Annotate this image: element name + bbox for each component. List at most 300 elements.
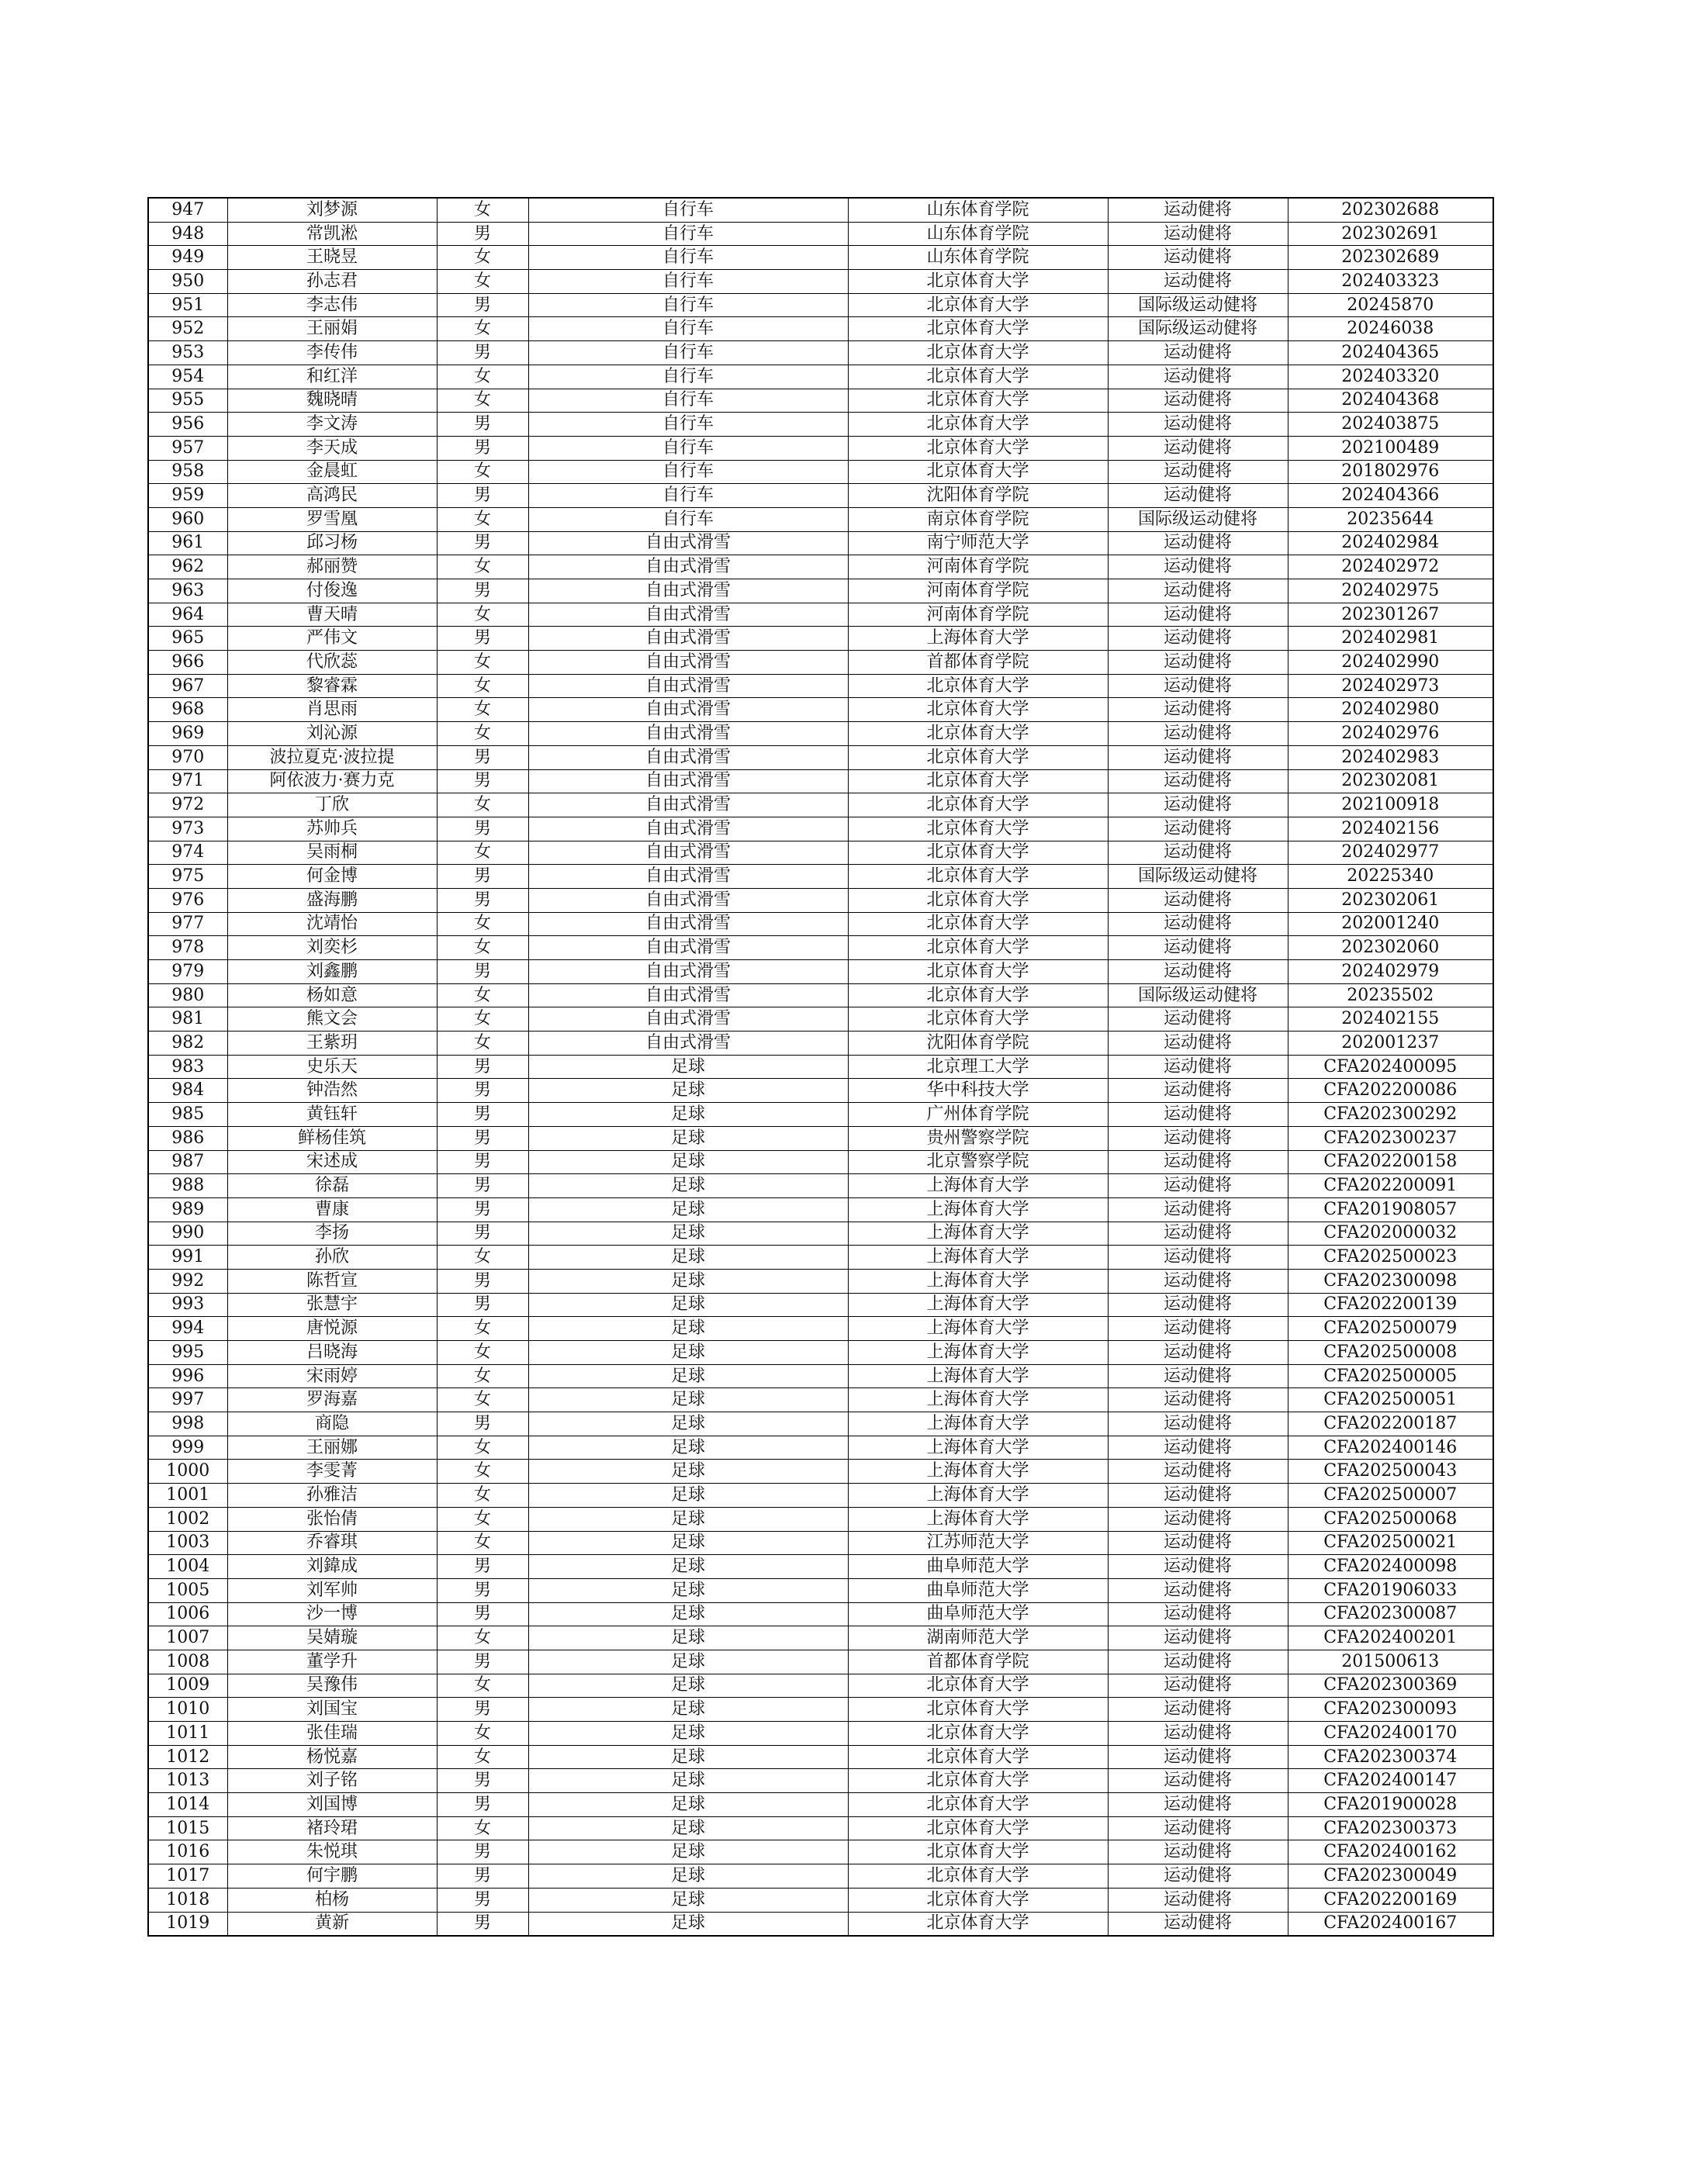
table-row (148, 1150, 1493, 1174)
athlete-name-cell: 曹康 (227, 1197, 437, 1222)
sport-cell: 足球 (528, 1722, 848, 1746)
gender-cell: 男 (437, 888, 528, 912)
institution-cell: 北京体育大学 (848, 1698, 1108, 1722)
row-number-cell: 985 (148, 1103, 227, 1127)
athlete-name-cell: 刘鍏成 (227, 1555, 437, 1579)
sport-cell: 足球 (528, 1103, 848, 1127)
athlete-name-cell: 董学升 (227, 1650, 437, 1674)
table-row (148, 1769, 1493, 1793)
table-row (148, 1460, 1493, 1484)
table-row (148, 745, 1493, 769)
row-number-cell: 987 (148, 1150, 227, 1174)
certificate-number-cell: 202403875 (1288, 413, 1493, 437)
institution-cell: 北京体育大学 (848, 793, 1108, 817)
sport-cell: 自由式滑雪 (528, 841, 848, 865)
certificate-number-cell: 202100918 (1288, 793, 1493, 817)
sport-cell: 自由式滑雪 (528, 983, 848, 1007)
row-number-cell: 948 (148, 222, 227, 246)
institution-cell: 北京体育大学 (848, 936, 1108, 960)
institution-cell: 北京体育大学 (848, 270, 1108, 294)
gender-cell: 女 (437, 1032, 528, 1056)
sport-cell: 足球 (528, 1912, 848, 1936)
table-row (148, 270, 1493, 294)
sport-cell: 自由式滑雪 (528, 722, 848, 746)
athlete-name-cell: 吕晓海 (227, 1341, 437, 1365)
athlete-level-cell: 运动健将 (1108, 1484, 1288, 1508)
row-number-cell: 995 (148, 1341, 227, 1365)
row-number-cell: 1013 (148, 1769, 227, 1793)
table-row (148, 1317, 1493, 1341)
sport-cell: 足球 (528, 1484, 848, 1508)
table-row (148, 1840, 1493, 1864)
sport-cell: 足球 (528, 1507, 848, 1531)
athlete-level-cell: 运动健将 (1108, 555, 1288, 579)
sport-cell: 足球 (528, 1150, 848, 1174)
sport-cell: 足球 (528, 1674, 848, 1698)
athlete-name-cell: 刘国宝 (227, 1698, 437, 1722)
row-number-cell: 1006 (148, 1602, 227, 1626)
certificate-number-cell: CFA202500051 (1288, 1388, 1493, 1412)
gender-cell: 男 (437, 1126, 528, 1150)
institution-cell: 贵州警察学院 (848, 1126, 1108, 1150)
table-row (148, 1745, 1493, 1769)
sport-cell: 足球 (528, 1698, 848, 1722)
institution-cell: 北京警察学院 (848, 1150, 1108, 1174)
certificate-number-cell: 202402983 (1288, 745, 1493, 769)
athlete-name-cell: 曹天晴 (227, 603, 437, 627)
athlete-name-cell: 商隐 (227, 1412, 437, 1436)
gender-cell: 女 (437, 1484, 528, 1508)
gender-cell: 男 (437, 531, 528, 555)
row-number-cell: 1005 (148, 1578, 227, 1602)
certificate-number-cell: CFA201906033 (1288, 1578, 1493, 1602)
athlete-name-cell: 李传伟 (227, 341, 437, 365)
sport-cell: 自行车 (528, 222, 848, 246)
row-number-cell: 1015 (148, 1816, 227, 1840)
table-row (148, 460, 1493, 484)
athlete-level-cell: 运动健将 (1108, 579, 1288, 603)
row-number-cell: 1000 (148, 1460, 227, 1484)
table-row (148, 651, 1493, 675)
table-row (148, 1079, 1493, 1103)
institution-cell: 上海体育大学 (848, 1364, 1108, 1388)
athlete-level-cell: 运动健将 (1108, 413, 1288, 437)
table-row (148, 1269, 1493, 1293)
sport-cell: 自由式滑雪 (528, 603, 848, 627)
athlete-level-cell: 运动健将 (1108, 270, 1288, 294)
athlete-level-cell: 运动健将 (1108, 1032, 1288, 1056)
table-row (148, 1055, 1493, 1079)
row-number-cell: 951 (148, 293, 227, 317)
athlete-name-cell: 吴豫伟 (227, 1674, 437, 1698)
certificate-number-cell: CFA202500008 (1288, 1341, 1493, 1365)
table-row (148, 365, 1493, 389)
gender-cell: 男 (437, 1150, 528, 1174)
certificate-number-cell: 202404366 (1288, 484, 1493, 508)
table-row (148, 1816, 1493, 1840)
gender-cell: 男 (437, 1103, 528, 1127)
sport-cell: 自由式滑雪 (528, 865, 848, 889)
gender-cell: 男 (437, 1769, 528, 1793)
sport-cell: 足球 (528, 1293, 848, 1317)
certificate-number-cell: CFA202400201 (1288, 1626, 1493, 1650)
gender-cell: 女 (437, 674, 528, 698)
gender-cell: 女 (437, 460, 528, 484)
institution-cell: 北京体育大学 (848, 888, 1108, 912)
athlete-level-cell: 运动健将 (1108, 627, 1288, 651)
institution-cell: 北京体育大学 (848, 865, 1108, 889)
row-number-cell: 957 (148, 436, 227, 460)
athlete-level-cell: 运动健将 (1108, 222, 1288, 246)
gender-cell: 女 (437, 1745, 528, 1769)
row-number-cell: 965 (148, 627, 227, 651)
institution-cell: 北京体育大学 (848, 674, 1108, 698)
certificate-number-cell: 202402156 (1288, 817, 1493, 841)
sport-cell: 足球 (528, 1840, 848, 1864)
row-number-cell: 996 (148, 1364, 227, 1388)
sport-cell: 足球 (528, 1555, 848, 1579)
institution-cell: 北京体育大学 (848, 1745, 1108, 1769)
athlete-name-cell: 沙一博 (227, 1602, 437, 1626)
athlete-roster-table (147, 197, 1494, 1937)
gender-cell: 女 (437, 1007, 528, 1032)
sport-cell: 足球 (528, 1888, 848, 1912)
gender-cell: 女 (437, 1341, 528, 1365)
institution-cell: 上海体育大学 (848, 1174, 1108, 1198)
institution-cell: 首都体育学院 (848, 651, 1108, 675)
table-row (148, 1246, 1493, 1270)
certificate-number-cell: CFA202500079 (1288, 1317, 1493, 1341)
athlete-level-cell: 运动健将 (1108, 1507, 1288, 1531)
gender-cell: 女 (437, 246, 528, 270)
athlete-name-cell: 李扬 (227, 1222, 437, 1246)
institution-cell: 北京体育大学 (848, 841, 1108, 865)
row-number-cell: 978 (148, 936, 227, 960)
institution-cell: 北京体育大学 (848, 745, 1108, 769)
table-row (148, 1722, 1493, 1746)
athlete-name-cell: 宋述成 (227, 1150, 437, 1174)
institution-cell: 北京体育大学 (848, 1722, 1108, 1746)
certificate-number-cell: 20246038 (1288, 317, 1493, 341)
table-row (148, 983, 1493, 1007)
sport-cell: 自由式滑雪 (528, 674, 848, 698)
gender-cell: 女 (437, 1816, 528, 1840)
athlete-name-cell: 徐磊 (227, 1174, 437, 1198)
row-number-cell: 1012 (148, 1745, 227, 1769)
sport-cell: 足球 (528, 1079, 848, 1103)
athlete-name-cell: 李志伟 (227, 293, 437, 317)
athlete-level-cell: 国际级运动健将 (1108, 317, 1288, 341)
sport-cell: 自行车 (528, 436, 848, 460)
institution-cell: 北京体育大学 (848, 1007, 1108, 1032)
athlete-level-cell: 国际级运动健将 (1108, 507, 1288, 531)
gender-cell: 女 (437, 1722, 528, 1746)
athlete-name-cell: 罗雪凰 (227, 507, 437, 531)
sport-cell: 自行车 (528, 389, 848, 413)
table-row (148, 1364, 1493, 1388)
sport-cell: 自行车 (528, 460, 848, 484)
athlete-level-cell: 运动健将 (1108, 1722, 1288, 1746)
certificate-number-cell: CFA202500007 (1288, 1484, 1493, 1508)
certificate-number-cell: 202403320 (1288, 365, 1493, 389)
athlete-name-cell: 孙雅洁 (227, 1484, 437, 1508)
certificate-number-cell: CFA202300098 (1288, 1269, 1493, 1293)
sport-cell: 足球 (528, 1864, 848, 1889)
certificate-number-cell: 202404365 (1288, 341, 1493, 365)
athlete-name-cell: 熊文会 (227, 1007, 437, 1032)
athlete-level-cell: 运动健将 (1108, 1317, 1288, 1341)
institution-cell: 南宁师范大学 (848, 531, 1108, 555)
institution-cell: 北京体育大学 (848, 1888, 1108, 1912)
table-row (148, 1436, 1493, 1460)
row-number-cell: 988 (148, 1174, 227, 1198)
institution-cell: 北京体育大学 (848, 817, 1108, 841)
table-row (148, 579, 1493, 603)
institution-cell: 上海体育大学 (848, 1507, 1108, 1531)
athlete-name-cell: 苏帅兵 (227, 817, 437, 841)
athlete-level-cell: 运动健将 (1108, 603, 1288, 627)
sport-cell: 足球 (528, 1578, 848, 1602)
institution-cell: 北京体育大学 (848, 293, 1108, 317)
institution-cell: 江苏师范大学 (848, 1531, 1108, 1555)
athlete-name-cell: 黎睿霖 (227, 674, 437, 698)
athlete-level-cell: 运动健将 (1108, 1555, 1288, 1579)
row-number-cell: 959 (148, 484, 227, 508)
athlete-name-cell: 常凯淞 (227, 222, 437, 246)
row-number-cell: 983 (148, 1055, 227, 1079)
gender-cell: 女 (437, 198, 528, 222)
table-row (148, 484, 1493, 508)
table-row (148, 1555, 1493, 1579)
gender-cell: 女 (437, 270, 528, 294)
athlete-name-cell: 吴雨桐 (227, 841, 437, 865)
institution-cell: 北京体育大学 (848, 1674, 1108, 1698)
athlete-level-cell: 运动健将 (1108, 1246, 1288, 1270)
athlete-name-cell: 黄新 (227, 1912, 437, 1936)
table-row (148, 603, 1493, 627)
row-number-cell: 952 (148, 317, 227, 341)
athlete-name-cell: 褚玲珺 (227, 1816, 437, 1840)
certificate-number-cell: CFA202400167 (1288, 1912, 1493, 1936)
row-number-cell: 1002 (148, 1507, 227, 1531)
table-row (148, 1531, 1493, 1555)
row-number-cell: 962 (148, 555, 227, 579)
certificate-number-cell: CFA202300093 (1288, 1698, 1493, 1722)
gender-cell: 男 (437, 1864, 528, 1889)
gender-cell: 女 (437, 1531, 528, 1555)
gender-cell: 女 (437, 1460, 528, 1484)
certificate-number-cell: CFA201908057 (1288, 1197, 1493, 1222)
institution-cell: 北京体育大学 (848, 317, 1108, 341)
table-row (148, 1007, 1493, 1032)
certificate-number-cell: 202301267 (1288, 603, 1493, 627)
certificate-number-cell: CFA202200091 (1288, 1174, 1493, 1198)
institution-cell: 首都体育学院 (848, 1650, 1108, 1674)
row-number-cell: 955 (148, 389, 227, 413)
sport-cell: 自由式滑雪 (528, 745, 848, 769)
athlete-level-cell: 运动健将 (1108, 936, 1288, 960)
institution-cell: 北京体育大学 (848, 1912, 1108, 1936)
table-row (148, 936, 1493, 960)
gender-cell: 女 (437, 603, 528, 627)
row-number-cell: 961 (148, 531, 227, 555)
row-number-cell: 947 (148, 198, 227, 222)
row-number-cell: 954 (148, 365, 227, 389)
certificate-number-cell: 202302691 (1288, 222, 1493, 246)
institution-cell: 山东体育学院 (848, 246, 1108, 270)
institution-cell: 上海体育大学 (848, 1317, 1108, 1341)
athlete-level-cell: 运动健将 (1108, 674, 1288, 698)
table-row (148, 507, 1493, 531)
certificate-number-cell: CFA202500021 (1288, 1531, 1493, 1555)
table-row (148, 413, 1493, 437)
athlete-level-cell: 运动健将 (1108, 460, 1288, 484)
table-row (148, 1650, 1493, 1674)
institution-cell: 北京体育大学 (848, 1793, 1108, 1817)
athlete-level-cell: 运动健将 (1108, 817, 1288, 841)
certificate-number-cell: 202402977 (1288, 841, 1493, 865)
athlete-name-cell: 李天成 (227, 436, 437, 460)
gender-cell: 男 (437, 1222, 528, 1246)
row-number-cell: 958 (148, 460, 227, 484)
sport-cell: 足球 (528, 1222, 848, 1246)
athlete-name-cell: 杨如意 (227, 983, 437, 1007)
row-number-cell: 1003 (148, 1531, 227, 1555)
row-number-cell: 971 (148, 769, 227, 793)
certificate-number-cell: CFA202400147 (1288, 1769, 1493, 1793)
row-number-cell: 956 (148, 413, 227, 437)
athlete-level-cell: 运动健将 (1108, 698, 1288, 722)
sport-cell: 足球 (528, 1460, 848, 1484)
athlete-level-cell: 运动健将 (1108, 960, 1288, 984)
gender-cell: 男 (437, 222, 528, 246)
gender-cell: 男 (437, 769, 528, 793)
certificate-number-cell: 202302081 (1288, 769, 1493, 793)
row-number-cell: 950 (148, 270, 227, 294)
table-row (148, 531, 1493, 555)
row-number-cell: 973 (148, 817, 227, 841)
institution-cell: 北京体育大学 (848, 389, 1108, 413)
athlete-level-cell: 国际级运动健将 (1108, 983, 1288, 1007)
gender-cell: 男 (437, 1698, 528, 1722)
gender-cell: 女 (437, 983, 528, 1007)
institution-cell: 北京体育大学 (848, 1864, 1108, 1889)
certificate-number-cell: CFA202500005 (1288, 1364, 1493, 1388)
athlete-level-cell: 运动健将 (1108, 1769, 1288, 1793)
gender-cell: 男 (437, 413, 528, 437)
institution-cell: 曲阜师范大学 (848, 1555, 1108, 1579)
athlete-level-cell: 运动健将 (1108, 1388, 1288, 1412)
sport-cell: 自由式滑雪 (528, 817, 848, 841)
row-number-cell: 968 (148, 698, 227, 722)
gender-cell: 男 (437, 1602, 528, 1626)
gender-cell: 男 (437, 1793, 528, 1817)
gender-cell: 女 (437, 1507, 528, 1531)
institution-cell: 沈阳体育学院 (848, 484, 1108, 508)
certificate-number-cell: 202403323 (1288, 270, 1493, 294)
gender-cell: 女 (437, 1246, 528, 1270)
table-row (148, 1912, 1493, 1936)
institution-cell: 河南体育学院 (848, 603, 1108, 627)
athlete-name-cell: 和红洋 (227, 365, 437, 389)
sport-cell: 自由式滑雪 (528, 531, 848, 555)
institution-cell: 北京体育大学 (848, 722, 1108, 746)
athlete-level-cell: 运动健将 (1108, 1079, 1288, 1103)
athlete-level-cell: 运动健将 (1108, 1793, 1288, 1817)
row-number-cell: 979 (148, 960, 227, 984)
athlete-level-cell: 运动健将 (1108, 1436, 1288, 1460)
gender-cell: 男 (437, 1650, 528, 1674)
gender-cell: 男 (437, 1079, 528, 1103)
table-row (148, 1103, 1493, 1127)
sport-cell: 自行车 (528, 293, 848, 317)
table-row (148, 293, 1493, 317)
athlete-name-cell: 魏晓晴 (227, 389, 437, 413)
athlete-name-cell: 代欣蕊 (227, 651, 437, 675)
sport-cell: 自由式滑雪 (528, 936, 848, 960)
certificate-number-cell: CFA202200169 (1288, 1888, 1493, 1912)
athlete-name-cell: 高鸿民 (227, 484, 437, 508)
athlete-name-cell: 盛海鹏 (227, 888, 437, 912)
sport-cell: 自行车 (528, 341, 848, 365)
certificate-number-cell: 202402980 (1288, 698, 1493, 722)
institution-cell: 上海体育大学 (848, 1222, 1108, 1246)
certificate-number-cell: CFA202400095 (1288, 1055, 1493, 1079)
athlete-name-cell: 肖思雨 (227, 698, 437, 722)
athlete-name-cell: 孙欣 (227, 1246, 437, 1270)
certificate-number-cell: CFA202300237 (1288, 1126, 1493, 1150)
row-number-cell: 1011 (148, 1722, 227, 1746)
certificate-number-cell: 20235644 (1288, 507, 1493, 531)
certificate-number-cell: CFA202300374 (1288, 1745, 1493, 1769)
sport-cell: 足球 (528, 1531, 848, 1555)
athlete-name-cell: 宋雨婷 (227, 1364, 437, 1388)
row-number-cell: 977 (148, 912, 227, 936)
row-number-cell: 986 (148, 1126, 227, 1150)
table-row (148, 389, 1493, 413)
athlete-level-cell: 运动健将 (1108, 1269, 1288, 1293)
sport-cell: 足球 (528, 1269, 848, 1293)
certificate-number-cell: CFA202500023 (1288, 1246, 1493, 1270)
sport-cell: 自由式滑雪 (528, 912, 848, 936)
row-number-cell: 982 (148, 1032, 227, 1056)
certificate-number-cell: 202402990 (1288, 651, 1493, 675)
athlete-name-cell: 沈靖怡 (227, 912, 437, 936)
table-row (148, 1293, 1493, 1317)
row-number-cell: 1004 (148, 1555, 227, 1579)
certificate-number-cell: CFA202300369 (1288, 1674, 1493, 1698)
sport-cell: 足球 (528, 1793, 848, 1817)
row-number-cell: 963 (148, 579, 227, 603)
sport-cell: 自由式滑雪 (528, 651, 848, 675)
table-row (148, 888, 1493, 912)
certificate-number-cell: CFA202300292 (1288, 1103, 1493, 1127)
certificate-number-cell: CFA202300373 (1288, 1816, 1493, 1840)
institution-cell: 北京体育大学 (848, 460, 1108, 484)
institution-cell: 北京体育大学 (848, 365, 1108, 389)
certificate-number-cell: 202001237 (1288, 1032, 1493, 1056)
row-number-cell: 990 (148, 1222, 227, 1246)
certificate-number-cell: 202402984 (1288, 531, 1493, 555)
institution-cell: 上海体育大学 (848, 627, 1108, 651)
sport-cell: 自行车 (528, 198, 848, 222)
certificate-number-cell: 202402155 (1288, 1007, 1493, 1032)
athlete-name-cell: 吴婧璇 (227, 1626, 437, 1650)
certificate-number-cell: 202402975 (1288, 579, 1493, 603)
athlete-name-cell: 刘梦源 (227, 198, 437, 222)
athlete-level-cell: 运动健将 (1108, 1150, 1288, 1174)
institution-cell: 曲阜师范大学 (848, 1602, 1108, 1626)
